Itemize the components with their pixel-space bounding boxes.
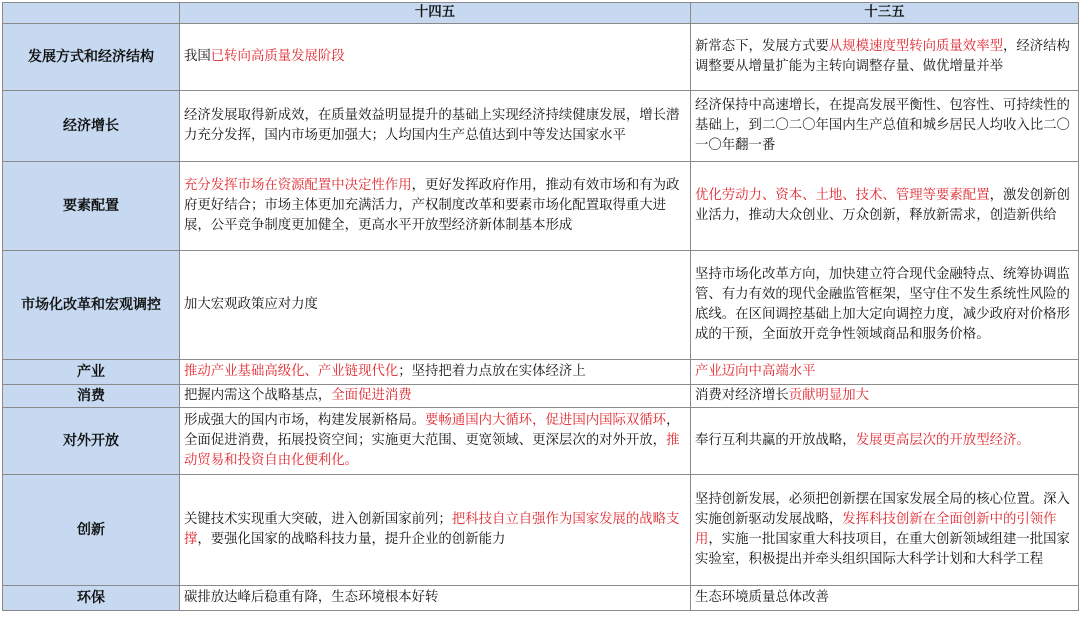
cell-text-highlight: 要畅通国内大循环，促进国内国际双循环 [425,413,667,428]
cell-text-segment: ，要强化国家的战略科技力量，提升企业的创新能力 [197,532,506,547]
cell-13th [691,162,1079,251]
cell-text-segment: ，更好发挥政府作用，推动有效市场和有为政府更好结合；市场主体更加充满活力，产权制度改革和要素市场化配置取得重大进展，公平竞争制度更加健全，更高水平开放型经济新体制基本形成 [184,178,680,233]
cell-text-segment: ，激发创新创业活力，推动大众创业、万众创新，释放新需求，创造新供给 [695,188,1070,223]
cell-text-segment: ，全面促进消费，拓展投资空间；实施更大范围、更宽领域、更深层次的对外开放， [184,413,680,448]
cell-13th [691,91,1079,162]
table-row [3,251,1079,360]
cell-13th [691,251,1079,360]
row-label: 要素配置 [3,162,180,251]
cell-14th [180,162,691,251]
cell-14th [180,385,691,408]
cell-13th [691,24,1079,91]
cell-14th [180,475,691,586]
cell-text-highlight: 推动贸易和投资自由化便利化。 [184,433,680,468]
table-row [3,586,1079,611]
table-row [3,408,1079,475]
header-row [3,3,1079,24]
cell-text-segment: ，经济结构调整要从增量扩能为主转向调整存量、做优增量并举 [695,39,1070,74]
cell-text-highlight: 发展更高层次的开放型经济。 [855,433,1030,448]
row-label: 创新 [3,475,180,586]
cell-text-segment: 经济保持中高速增长，在提高发展平衡性、包容性、可持续性的基础上，到二〇二〇年国内生产总值和城乡居民人均收入比二〇一〇年翻一番 [695,98,1070,153]
table-row [3,91,1079,162]
table-row [3,475,1079,586]
cell-text-segment: 坚持市场化改革方向，加快建立符合现代金融特点、统筹协调监管、有力有效的现代金融监管框架，坚守住不发生系统性风险的底线。在区间调控基础上加大定向调控力度，减少政府对价格形成的干预，全面放开竞争性领域商品和服务价格。 [695,267,1070,342]
cell-text-segment: 关键技术实现重大突破，进入创新国家前列； [184,512,452,527]
row-label: 发展方式和经济结构 [3,24,180,91]
header-14th-five-year: 十四五 [180,3,691,24]
cell-14th [180,586,691,611]
row-label: 对外开放 [3,408,180,475]
cell-text-segment: 把握内需这个战略基点， [184,388,332,403]
cell-text-segment: 消费对经济增长 [695,388,789,403]
cell-text-segment: 加大宏观政策应对力度 [184,297,318,312]
cell-14th [180,408,691,475]
cell-text-segment: 形成强大的国内市场，构建发展新格局。 [184,413,426,428]
comparison-table [2,2,1079,611]
cell-text-segment: ；坚持把着力点放在实体经济上 [398,364,586,379]
cell-13th [691,586,1079,611]
cell-text-highlight: 发挥科技创新在全面创新中的引领作用 [695,512,1057,547]
cell-text-highlight: 全面促进消费 [331,388,412,403]
cell-text-highlight: 产业迈向中高端水平 [695,364,816,379]
cell-text-segment: 经济发展取得新成效，在质量效益明显提升的基础上实现经济持续健康发展，增长潜力充分发挥，国内市场更加强大；人均国内生产总值达到中等发达国家水平 [184,108,680,143]
cell-13th [691,360,1079,385]
cell-text-segment: 坚持创新发展，必须把创新摆在国家发展全局的核心位置。深入实施创新驱动发展战略， [695,492,1070,527]
cell-text-highlight: 推动产业基础高级化、产业链现代化 [184,364,399,379]
cell-text-segment: 我国 [184,49,211,64]
cell-text-segment: 碳排放达峰后稳重有降，生态环境根本好转 [184,590,439,605]
header-corner-cell [3,3,180,24]
table-row [3,360,1079,385]
cell-text-highlight: 已转向高质量发展阶段 [210,49,345,64]
cell-text-highlight: 贡献明显加大 [788,388,870,403]
cell-13th [691,385,1079,408]
row-label: 消费 [3,385,180,408]
cell-text-highlight: 把科技自立自强作为国家发展的战略支撑 [184,512,680,547]
row-label: 环保 [3,586,180,611]
cell-text-segment: 奉行互利共赢的开放战略， [695,433,856,448]
cell-14th [180,24,691,91]
cell-14th [180,360,691,385]
row-label: 市场化改革和宏观调控 [3,251,180,360]
row-label: 经济增长 [3,91,180,162]
header-13th-five-year: 十三五 [691,3,1079,24]
cell-text-segment: 新常态下，发展方式要 [695,39,829,54]
cell-text-highlight: 优化劳动力、资本、土地、技术、管理等要素配置 [695,188,990,203]
cell-14th [180,91,691,162]
table-row [3,385,1079,408]
table-row [3,162,1079,251]
cell-14th [180,251,691,360]
table-row [3,24,1079,91]
cell-text-segment: 生态环境质量总体改善 [695,590,829,605]
cell-text-highlight: 充分发挥市场在资源配置中决定性作用 [184,178,412,193]
cell-13th [691,408,1079,475]
cell-text-highlight: 从规模速度型转向质量效率型 [828,39,1003,54]
row-label: 产业 [3,360,180,385]
cell-13th [691,475,1079,586]
cell-text-segment: ，实施一批国家重大科技项目，在重大创新领域组建一批国家实验室，积极提出并牵头组织国际大科学计划和大科学工程 [695,532,1070,567]
